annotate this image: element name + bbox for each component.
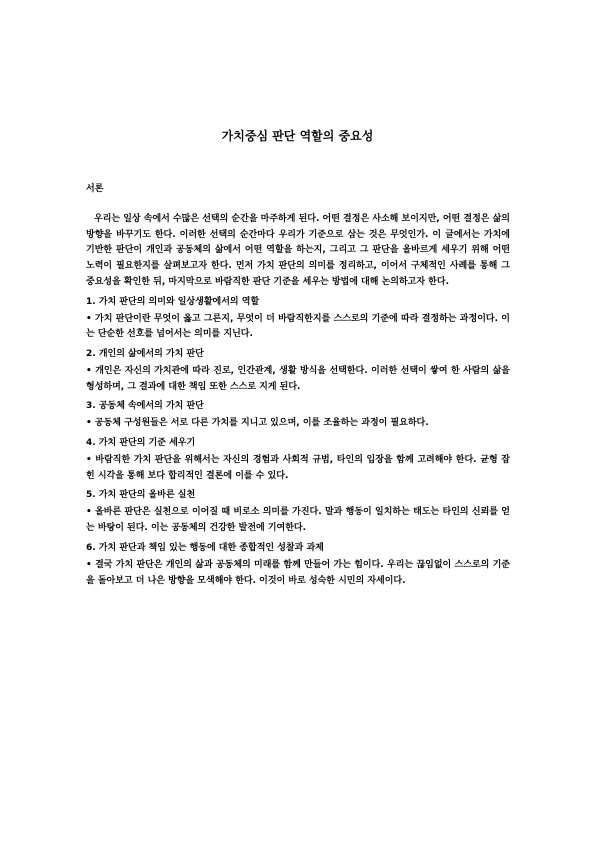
section-1	[86, 295, 510, 343]
section-label-intro: 서론	[86, 184, 104, 194]
section-paragraph: • 가치 판단이란 무엇이 옳고 그른지, 무엇이 더 바람직한지를 스스로의 기준에 따라 결정하는 과정이다. 이는 단순한 선호를 넘어서는 의미를 지닌다.	[86, 313, 510, 340]
intro-paragraph: 우리는 일상 속에서 수많은 선택의 순간을 마주하게 된다. 어떤 결정은 사소해 보이지만, 어떤 결정은 삶의 방향을 바꾸기도 한다. 이러한 선택의 순간마다 우리가 기준으로 삼는 것은 무엇인가. 이 글에서는 가치에 기반한 판단이 개인과 공동체의 삶에서 어떤 역할을 하는지, 그리고 그 판단을 올바르게 세우기 위해 어떤 노력이 필요한지를 살펴보고자 한다. 먼저 가치 판단의 의미를 정리하고, 이어서 구체적인 사례를 통해 그 중요성을 확인한 뒤, 마지막으로 바람직한 판단 기준을 세우는 방법에 대해 논의하고자 한다.	[86, 214, 510, 287]
section-heading: 4. 가치 판단의 기준 세우기	[86, 438, 196, 449]
section-heading: 6. 가치 판단과 책임 있는 행동에 대한 종합적인 성찰과 과제	[86, 542, 324, 553]
section-3	[86, 399, 510, 432]
section-heading: 3. 공동체 속에서의 가치 판단	[86, 401, 204, 412]
section-paragraph: • 공동체 구성원들은 서로 다른 가치를 지니고 있으며, 이를 조율하는 과정이 필요하다.	[86, 418, 429, 429]
section-6	[86, 541, 510, 589]
document-title: 가치중심 판단 역할의 중요성	[221, 129, 374, 143]
section-4	[86, 436, 510, 484]
section-heading: 5. 가치 판단의 올바른 실천	[86, 490, 196, 501]
section-2	[86, 347, 510, 395]
section-paragraph: • 결국 가치 판단은 개인의 삶과 공동체의 미래를 함께 만들어 가는 힘이다. 우리는 끊임없이 스스로의 기준을 돌아보고 더 나은 방향을 모색해야 한다. 이것이 바로 성숙한 시민의 자세이다.	[86, 559, 510, 586]
section-paragraph: • 바람직한 가치 판단을 위해서는 자신의 경험과 사회적 규범, 타인의 입장을 함께 고려해야 한다. 균형 잡힌 시각을 통해 보다 합리적인 결론에 이를 수 있다.	[86, 455, 510, 481]
document-body	[86, 212, 510, 591]
section-heading: 1. 가치 판단의 의미와 일상생활에서의 역할	[86, 296, 260, 307]
section-heading: 2. 개인의 삶에서의 가치 판단	[86, 348, 204, 359]
section-5	[86, 488, 510, 536]
section-paragraph: • 올바른 판단은 실천으로 이어질 때 비로소 의미를 가진다. 말과 행동이 일치하는 태도는 타인의 신뢰를 얻는 바탕이 된다. 이는 공동체의 건강한 발전에 기여한다.	[86, 507, 510, 534]
section-paragraph: • 개인은 자신의 가치관에 따라 진로, 인간관계, 생활 방식을 선택한다. 이러한 선택이 쌓여 한 사람의 삶을 형성하며, 그 결과에 대한 책임 또한 스스로 지게 된다.	[86, 365, 510, 392]
